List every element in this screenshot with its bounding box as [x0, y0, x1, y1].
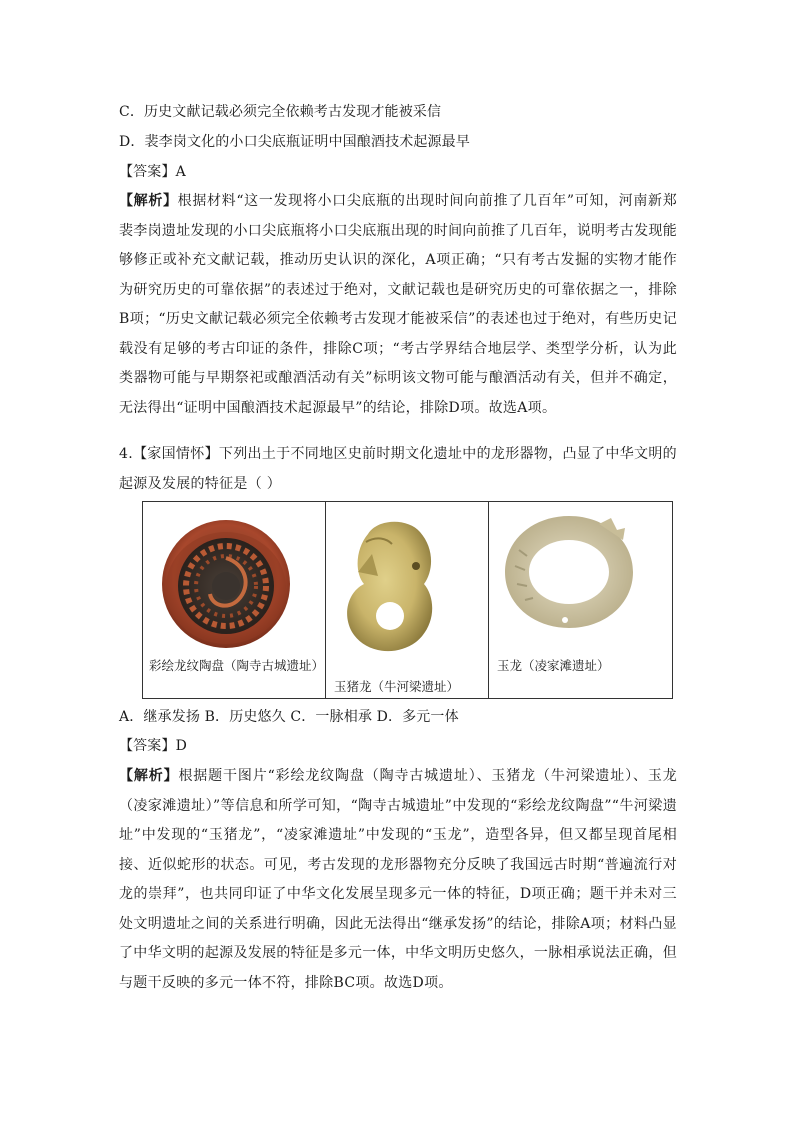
image-cell-jade-dragon [489, 502, 672, 698]
image-cell-plate [143, 502, 326, 698]
caption-plate: 彩绘龙纹陶盘（陶寺古城遗址） [149, 658, 325, 673]
option-d: D．裴李岗文化的小口尖底瓶证明中国酿酒技术起源最早 [119, 134, 470, 150]
painted-dragon-plate-icon [156, 516, 296, 656]
analysis-text: 根据材料“这一发现将小口尖底瓶的出现时间向前推了几百年”可知，河南新郑裴李岗遗址发现的小口尖底瓶将小口尖底瓶出现的时间向前推了几百年，说明考古发现能够修正或补充文献记载，推动历史认识的深化，A项正确；“只有考古发掘的实物才能作为研究历史的可靠依据”的表述过于绝对，文献记载也是研究历史的可靠依据之一，排除B项；“历史文献记载必须完全依赖考古发现才能被采信”的表述也过于绝对，有些历史记载没有足够的考古印证的条件，排除C项；“考古学界结合地层学、类型学分析，认为此类器物可能与早期祭祀或酿酒活动有关”标明该文物可能与酿酒活动有关，但并不确定，无法得出“证明中国酿酒技术起源最早”的结论，排除D项。故选A项。 [119, 193, 677, 416]
caption-jade-dragon: 玉龙（凌家滩遗址） [497, 658, 610, 673]
question-stem: 下列出土于不同地区史前时期文化遗址中的龙形器物，凸显了中华文明的起源及发展的特征是（ ） [119, 446, 677, 492]
analysis-4 [119, 762, 677, 998]
option-c: C．历史文献记载必须完全依赖考古发现才能被采信 [119, 104, 442, 120]
caption-pig-dragon: 玉猪龙（牛河梁遗址） [334, 679, 460, 694]
jade-dragon-ring-icon [499, 510, 639, 634]
question-number: 4. [119, 446, 133, 462]
question-4 [119, 440, 677, 499]
analysis-1 [119, 187, 677, 423]
answer-4: 【答案】D [119, 738, 187, 754]
analysis-text: 根据题干图片“彩绘龙纹陶盘（陶寺古城遗址）、玉猪龙（牛河梁遗址）、玉龙（凌家滩遗址）”等信息和所学可知，“陶寺古城遗址”中发现的“彩绘龙纹陶盘”“牛河梁遗址”中发现的“玉猪龙”，“凌家滩遗址”中发现的“玉龙”，造型各异，但又都呈现首尾相接、近似蛇形的状态。可见，考古发现的龙形器物充分反映了我国远古时期“普遍流行对龙的崇拜”，也共同印证了中华文化发展呈现多元一体的特征，D项正确；题干并未对三处文明遗址之间的关系进行明确，因此无法得出“继承发扬”的结论，排除A项；材料凸显了中华文明的起源及发展的特征是多元一体，中华文明历史悠久，一脉相承说法正确，但与题干反映的多元一体不符，排除BC项。故选D项。 [119, 768, 678, 991]
jade-pig-dragon-icon [338, 514, 438, 656]
image-table [142, 501, 673, 699]
question-tag: 【家国情怀】 [132, 446, 219, 462]
image-cell-pig-dragon [326, 502, 489, 698]
analysis-label: 【解析】 [119, 768, 179, 784]
question-4-options: A．继承发扬 B．历史悠久 C．一脉相承 D．多元一体 [119, 709, 459, 725]
answer-1: 【答案】A [119, 164, 186, 180]
analysis-label: 【解析】 [119, 193, 178, 209]
